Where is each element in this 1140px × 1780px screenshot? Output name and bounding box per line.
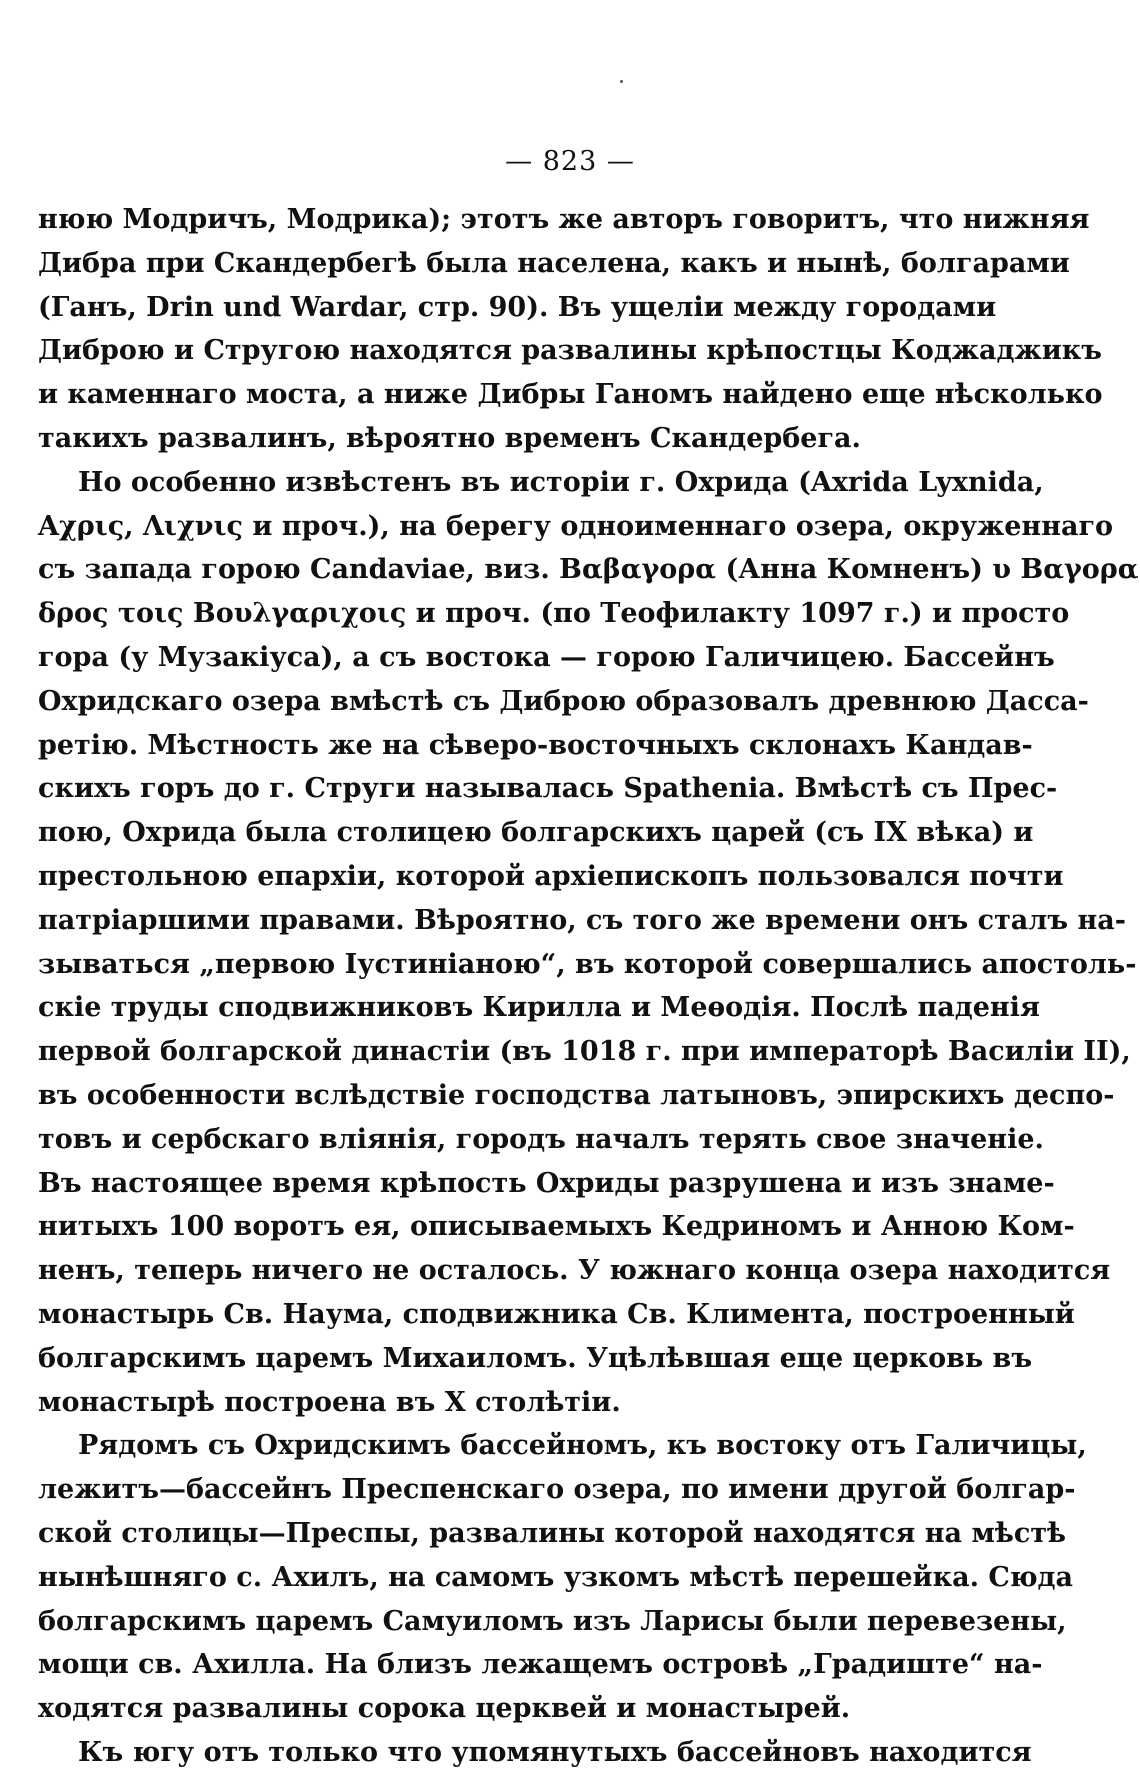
text-line: монастырь Св. Наума, сподвижника Св. Климента, построенный — [38, 1298, 1075, 1330]
text-line: первой болгарской династіи (въ 1018 г. при императорѣ Василіи II), — [38, 1036, 1131, 1068]
text-line: гора (у Музакіуса), а съ востока — горою Галичицею. Бассейнъ — [38, 641, 1055, 673]
text-line: лежитъ—бассейнъ Преспенскаго озера, по имени другой болгар- — [38, 1474, 1076, 1506]
text-line: Охридскаго озера вмѣстѣ съ Диброю образовалъ древнюю Дасса- — [38, 685, 1089, 717]
text-line: ской столицы—Преспы, развалины которой находятся на мѣстѣ — [38, 1517, 1067, 1549]
text-line: ненъ, теперь ничего не осталось. У южнаго конца озера находится — [38, 1255, 1111, 1287]
text-line: нынѣшняго с. Ахилъ, на самомъ узкомъ мѣстѣ перешейка. Сюда — [38, 1561, 1074, 1593]
text-line: ретію. Мѣстность же на сѣверо-восточныхъ склонахъ Кандав- — [38, 729, 1033, 761]
text-line: скихъ горъ до г. Струги называлась Spathenia. Вмѣстѣ съ Прес- — [38, 773, 1058, 805]
text-line: болгарскимъ царемъ Самуиломъ изъ Ларисы были перевезены, — [38, 1605, 1067, 1637]
text-line: Диброю и Стругою находятся развалины крѣпостцы Коджаджикъ — [38, 335, 1102, 367]
text-line: съ запада горою Candaviae, виз. Βαβαγορα (Анна Комненъ) υ Βαγορα — [38, 554, 1139, 586]
text-line: скіе труды сподвижниковъ Кирилла и Меѳодія. Послѣ паденія — [38, 992, 1040, 1024]
text-line: Αχρις, Λιχνις и проч.), на берегу одноименнаго озера, окруженнаго — [38, 510, 1114, 542]
text-line: Но особенно извѣстенъ въ исторіи г. Охрида (Axrida Lyxnida, — [78, 466, 1044, 498]
text-line: ходятся развалины сорока церквей и монастырей. — [38, 1693, 851, 1725]
text-line: такихъ развалинъ, вѣроятно временъ Скандербега. — [38, 422, 861, 454]
text-line: патріаршими правами. Вѣроятно, съ того же времени онъ сталъ на- — [38, 904, 1126, 936]
text-line: товъ и сербскаго вліянія, городъ началъ терять свое значеніе. — [38, 1123, 1044, 1155]
text-line: Рядомъ съ Охридскимъ бассейномъ, къ востоку отъ Галичицы, — [78, 1430, 1087, 1462]
text-line: зываться „первою Іустиніаною“, въ которой совершались апостоль- — [38, 948, 1137, 980]
text-line: престольною епархіи, которой архіепископъ пользовался почти — [38, 860, 1064, 892]
text-line: монастырѣ построена въ X столѣтіи. — [38, 1386, 621, 1418]
text-line: Дибра при Скандербегѣ была населена, какъ и нынѣ, болгарами — [38, 247, 1070, 279]
text-line: нюю Модричъ, Модрика); этотъ же авторъ говоритъ, что нижняя — [38, 204, 1090, 235]
text-line: нитыхъ 100 воротъ ея, описываемыхъ Кедриномъ и Анною Ком- — [38, 1211, 1075, 1243]
text-line: мощи св. Ахилла. На близъ лежащемъ островѣ „Градиште“ на- — [38, 1649, 1043, 1681]
text-line: и каменнаго моста, а ниже Дибры Ганомъ найдено еще нѣсколько — [38, 379, 1103, 411]
text-line: δρος τοις Βουλγαριχοις и проч. (по Теофилакту 1097 г.) и просто — [38, 598, 1070, 630]
page-number: — 823 — — [505, 146, 635, 177]
scan-speck — [620, 80, 623, 83]
text-line: пою, Охрида была столицею болгарскихъ царей (съ IX вѣка) и — [38, 817, 1034, 849]
text-line: Къ югу отъ только что упомянутыхъ бассейновъ находится — [78, 1736, 1032, 1768]
text-line: въ особенности вслѣдствіе господства латыновъ, эпирскихъ деспо- — [38, 1079, 1115, 1111]
text-line: Въ настоящее время крѣпость Охриды разрушена и изъ знаме- — [38, 1167, 1055, 1199]
text-line: (Ганъ, Drin und Wardar, стр. 90). Въ ущеліи между городами — [38, 291, 997, 323]
body-text — [38, 198, 1139, 1775]
text-line: болгарскимъ царемъ Михаиломъ. Уцѣлѣвшая еще церковь въ — [38, 1342, 1033, 1374]
